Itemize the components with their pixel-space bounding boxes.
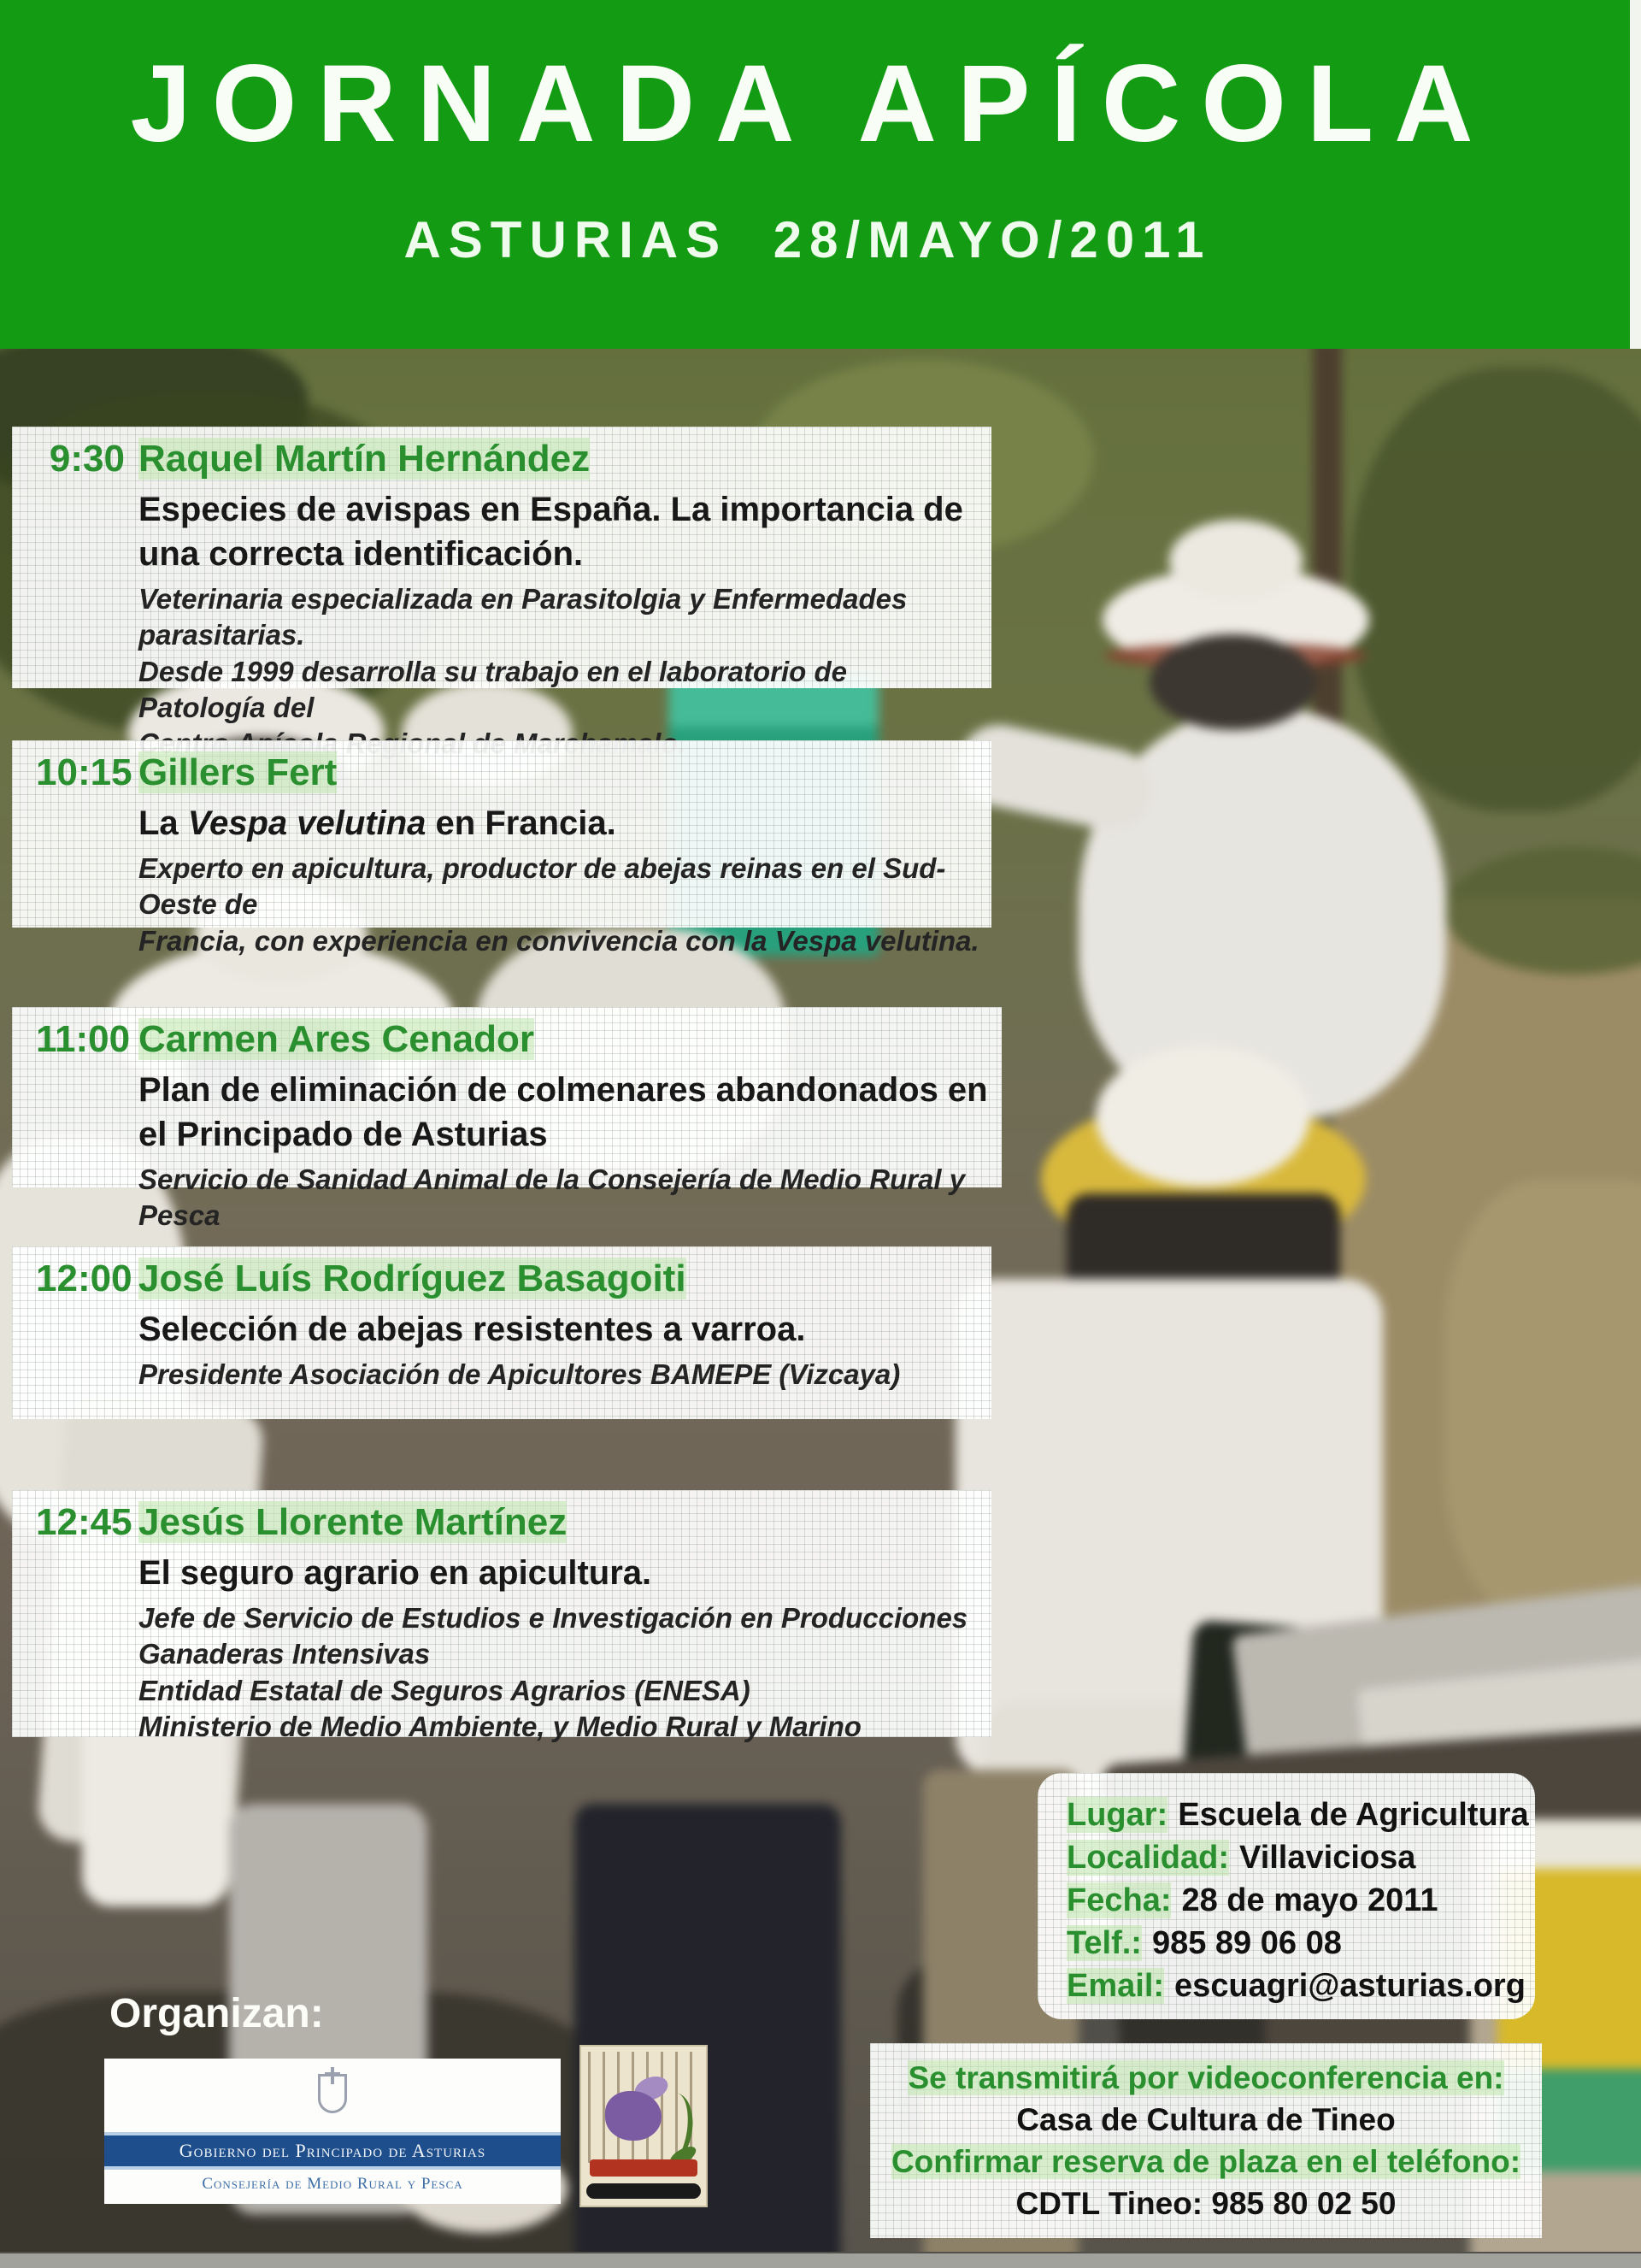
talk-content xyxy=(138,751,979,957)
info-label: Fecha: xyxy=(1067,1882,1172,1918)
bottom-strip xyxy=(0,2252,1641,2268)
talk-description: Desde 1999 desarrolla su trabajo en el laboratorio de Patología del xyxy=(138,655,847,723)
talk-description: Francia, con experiencia en convivencia con la Vespa velutina. xyxy=(138,924,979,957)
info-row xyxy=(1067,1922,1535,1965)
talk-speaker: José Luís Rodríguez Basagoiti xyxy=(138,1258,686,1299)
videoconference-box xyxy=(870,2043,1542,2238)
talk-time: 12:45 xyxy=(36,1501,132,1543)
talk-speaker: Raquel Martín Hernández xyxy=(138,438,591,480)
gov-logo-line2: Consejería de Medio Rural y Pesca xyxy=(202,2175,463,2193)
header-edge-strip xyxy=(1630,0,1641,349)
talk-speaker: Carmen Ares Cenador xyxy=(138,1018,534,1060)
info-label: Lugar: xyxy=(1067,1797,1168,1833)
gov-logo-band xyxy=(104,2132,561,2170)
talk-description: Experto en apicultura, productor de abejas reinas en el Sud-Oeste de xyxy=(138,852,946,921)
video-line: Casa de Cultura de Tineo xyxy=(1016,2102,1396,2137)
talk-speaker: Gillers Fert xyxy=(138,751,338,793)
talk-item xyxy=(12,1007,1002,1232)
gobierno-asturias-logo xyxy=(104,2059,561,2204)
info-label: Email: xyxy=(1067,1968,1165,2004)
talk-content xyxy=(138,437,979,723)
photo-grass-patch xyxy=(1350,368,1641,812)
talk-time: 10:15 xyxy=(36,751,132,793)
photo-hat-crown xyxy=(1096,1046,1309,1187)
talk-content xyxy=(138,1017,990,1232)
info-value: Escuela de Agricultura xyxy=(1178,1797,1529,1833)
info-label: Localidad: xyxy=(1067,1840,1230,1876)
header-banner xyxy=(0,0,1641,349)
talk-description: Veterinaria especializada en Parasitolgia y Enfermedades parasitarias. xyxy=(138,583,908,651)
venue-info-box xyxy=(1038,1773,1535,2019)
talk-item xyxy=(12,1246,991,1419)
talk-description: Servicio de Sanidad Animal de la Consejería de Medio Rural y Pesca xyxy=(138,1163,966,1232)
talk-item xyxy=(12,740,991,957)
gov-logo-line1: Gobierno del Principado de Asturias xyxy=(179,2140,486,2161)
info-value: 28 de mayo 2011 xyxy=(1181,1882,1438,1918)
talk-title: El seguro agrario en apicultura. xyxy=(138,1554,652,1593)
info-row xyxy=(1067,1879,1535,1922)
talk-description: Ministerio de Medio Ambiente, y Medio Rural y Marino xyxy=(138,1710,862,1742)
video-line: Confirmar reserva de plaza en el teléfono: xyxy=(891,2144,1521,2179)
talk-description: Ganaderas Intensivas xyxy=(138,1638,431,1670)
talk-title: Especies de avispas en España. La importancia de una correcta identificación. xyxy=(138,491,963,574)
logo-red-band xyxy=(590,2159,697,2177)
talk-content xyxy=(138,1257,979,1419)
talk-title: Selección de abejas resistentes a varroa. xyxy=(138,1311,806,1349)
photo-hat-crown xyxy=(1169,520,1303,602)
email-value: escuagri@asturias.org xyxy=(1174,1968,1526,2004)
talk-description: Jefe de Servicio de Estudios e Investigación en Producciones xyxy=(138,1602,968,1635)
info-row xyxy=(1067,1836,1535,1879)
talk-content xyxy=(138,1500,979,1742)
talk-speaker: Jesús Llorente Martínez xyxy=(138,1501,568,1543)
asturias-crest-icon xyxy=(313,2065,352,2120)
talk-item xyxy=(12,427,991,723)
beekeepers-association-logo xyxy=(579,2045,708,2207)
talk-time: 11:00 xyxy=(36,1018,131,1060)
talk-title: Plan de eliminación de colmenares abandonados en el Principado de Asturias xyxy=(138,1071,988,1154)
photo-beekeeper-veil xyxy=(1150,634,1316,730)
video-line: Se transmitirá por videoconferencia en: xyxy=(908,2060,1504,2095)
talk-description: Entidad Estatal de Seguros Agrarios (ENESA) xyxy=(138,1674,750,1706)
talk-time: 12:00 xyxy=(36,1258,132,1299)
organizers-heading: Organizan: xyxy=(109,1991,324,2036)
talk-item xyxy=(12,1490,991,1742)
page-title: JORNADA APÍCOLA xyxy=(130,43,1494,165)
video-line: CDTL Tineo: 985 80 02 50 xyxy=(1015,2186,1397,2221)
info-row xyxy=(1067,1965,1535,2007)
logo-black-band xyxy=(586,2183,701,2199)
info-value: 985 89 06 08 xyxy=(1151,1925,1342,1961)
info-label: Telf.: xyxy=(1067,1925,1142,1961)
info-row xyxy=(1067,1794,1535,1836)
info-value: Villaviciosa xyxy=(1239,1840,1416,1876)
page-subtitle: ASTURIAS 28/MAYO/2011 xyxy=(403,211,1212,268)
talk-description: Presidente Asociación de Apicultores BAMEPE (Vizcaya) xyxy=(138,1358,901,1391)
talk-time: 9:30 xyxy=(49,438,125,480)
talk-title: La Vespa velutina en Francia. xyxy=(138,804,616,843)
photo-cobblestone xyxy=(1444,1180,1641,1624)
